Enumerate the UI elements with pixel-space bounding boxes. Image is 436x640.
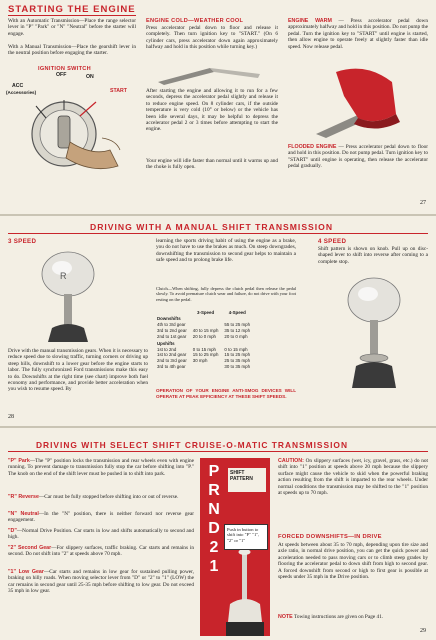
- flooded-engine-title: FLOODED ENGINE: [288, 144, 337, 150]
- table-row: [154, 346, 253, 352]
- table-cell: 15 to 25 mph: [192, 352, 219, 358]
- engine-warm-text: — Press accelerator pedal down approximately halfway and hold in this position. Do not pump the pedal. Turn the ignition key to "START" until engine is started, then allow engine to operate freely at slightly faster than idle speed. Now release pedal.: [288, 18, 428, 50]
- page-28: [0, 216, 436, 426]
- table-cell: 40 to 15 mph: [192, 327, 219, 333]
- shift-letter-d: D: [208, 520, 220, 537]
- forced-downshifts-title: FORCED DOWNSHIFTS—IN DRIVE: [278, 534, 382, 540]
- operation-note: OPERATION OF YOUR ENGINE ANTI-SMOG DEVICES WILL OPERATE AT PEAK EFFICIENCY AT THESE SHIFT SPEEDS.: [156, 388, 296, 399]
- reverse-text: —Car must be fully stopped before shifting into or out of reverse.: [38, 494, 179, 500]
- three-speed-title: 3 SPEED: [8, 238, 37, 245]
- shift-letter-p: P: [208, 463, 220, 480]
- upshifts-label: Upshifts: [157, 340, 175, 346]
- table-cell: 0 to 15 mph: [192, 346, 216, 352]
- table-cell: 0 to 15 mph: [224, 346, 248, 352]
- park-paragraph: [8, 458, 194, 477]
- page-number: 27: [420, 200, 426, 206]
- heading-rule: [8, 15, 136, 16]
- table-cell: 2nd to 3rd gear: [157, 358, 187, 364]
- neutral-paragraph: [8, 511, 194, 524]
- table-row: [154, 358, 253, 364]
- table-cell: 2nd to 1st gear: [157, 333, 187, 339]
- ignition-switch-title: IGNITION SWITCH: [38, 66, 91, 72]
- neutral-key: "N" Neutral: [8, 511, 39, 517]
- pedal-icon: [150, 64, 272, 86]
- three-speed-shifter-illustration: [22, 246, 120, 346]
- note-key: NOTE: [278, 614, 293, 620]
- selector-lever-icon: [220, 550, 270, 636]
- shift-pattern-label: SHIFT PATTERN: [228, 468, 266, 492]
- table-cell: 4th to 3rd gear: [157, 321, 186, 327]
- second-gear-key: "2" Second Gear: [8, 545, 52, 551]
- shift-letter-r: R: [208, 482, 220, 499]
- acc-label: ACC: [12, 83, 24, 89]
- reverse-key: "R" Reverse: [8, 494, 39, 500]
- table-cell: 1st to 2nd gear: [157, 352, 187, 358]
- table-cell: [190, 364, 222, 370]
- caution-title: CAUTION:: [278, 458, 304, 464]
- towing-note: [278, 614, 428, 620]
- start-label: START: [110, 88, 127, 94]
- four-speed-shifter-illustration: [322, 270, 422, 392]
- page-number: 28: [8, 414, 14, 420]
- table-row: [154, 327, 253, 333]
- table-cell: 3rd to 4th gear: [157, 364, 186, 370]
- second-gear-paragraph: [8, 545, 194, 558]
- drive-paragraph: [8, 528, 194, 541]
- caution-text: On slippery surfaces (wet, icy, gravel, grass, etc.) do not shift into "1" position at speeds above 20 mph because the slippery surface might cause the vehicle to skid when the powerful braking action resulting from the shift is imparted to the rear wheels. Under normal conditions the transmission may be shifted to the "1" position at speeds up to 70 mph.: [278, 458, 429, 497]
- svg-text:R: R: [60, 271, 67, 281]
- table-cell: 3rd to 2nd gear: [157, 327, 187, 333]
- engine-cold-text: Press accelerator pedal down to floor and release it completely. Then turn ignition key to "START." (On 6 cylinder cars, press accelerator down again approximately halfway and hold in this position while turning key.): [146, 25, 278, 51]
- table-row: [154, 364, 253, 370]
- flooded-engine-illustration: [296, 62, 420, 140]
- gear-shift-knob-icon: [322, 270, 422, 392]
- flooded-engine-text: — Press accelerator pedal down to floor and hold in this position. Do not pump pedal. Turn ignition key to "START" until engine is operating, then release the accelerator pedal gradually.: [288, 144, 429, 170]
- table-cell: 20 to 0 mph: [224, 333, 248, 339]
- neutral-text: —In the "N" position, there is neither forward nor reverse gear engagement.: [8, 511, 194, 524]
- engine-warm-block: [288, 18, 428, 50]
- park-key: "P" Park: [8, 458, 30, 464]
- on-label: ON: [86, 74, 94, 80]
- low-gear-text: —Car starts and remains in low gear for sustained pulling power, braking on hilly roads. When moving selector lever from "D" or "2" to "1" (LOW) the car remains in second gear until 25-35 mph before shifting to low gear. Do not exceed 35 mph in low gear.: [8, 569, 194, 595]
- after-starting-text: After starting the engine and allowing it to run for a few seconds, depress the accelerator pedal slightly and release it to reduce engine speed. On 8 cylinder cars, if the outside temperature is very cold (10° or below) or the vehicle has been idle several days, it may be helpful to depress the accelerator pedal 2 or 3 times before attempting to start the engine.: [146, 88, 278, 133]
- page-number: 29: [420, 628, 426, 634]
- table-cell: 30 to 35 mph: [224, 364, 251, 370]
- starting-engine-heading: STARTING THE ENGINE: [8, 4, 136, 15]
- gear-shift-knob-icon: [22, 246, 120, 346]
- push-button-caption: Push in button to shift into "P" "1", "2" or "1": [224, 524, 268, 550]
- low-gear-paragraph: [8, 569, 194, 595]
- low-gear-key: "1" Low Gear: [8, 569, 44, 575]
- accessories-label: (Accessories): [6, 90, 37, 95]
- drive-key: "D": [8, 528, 17, 534]
- idle-text: Your engine will idle faster than normal until it warms up and the choke is fully open.: [146, 158, 278, 171]
- four-speed-title: 4 SPEED: [318, 238, 347, 245]
- forced-downshifts-text: At speeds between about 35 to 70 mph, depending upon tire size and axle ratio, in normal drive position, you can get the quick power and acceleration needed to pass moving cars or to climb steep grades by flooring the accelerator pedal to down shift from high to second gear. A forced downshift from second or high to first gear is possible at speeds under 35 mph in the Drive position.: [278, 542, 428, 581]
- caution-paragraph: [278, 458, 428, 496]
- table-cell: 35 to 12 mph: [224, 327, 251, 333]
- heading-rule: [8, 451, 428, 452]
- heading-rule: [8, 233, 428, 234]
- shift-speed-table: [154, 310, 253, 369]
- note-text: Towing instructions are given on Page 41.: [293, 614, 384, 620]
- foot-pedal-icon: [296, 62, 420, 140]
- table-cell: 55 to 25 mph: [224, 321, 251, 327]
- shift-pattern-panel: [200, 458, 270, 636]
- page-27: [0, 0, 436, 214]
- col-three-speed: 3-Speed: [197, 310, 215, 316]
- page-29: [0, 428, 436, 640]
- off-label: OFF: [56, 72, 67, 78]
- second-gear-text: —For slippery surfaces, traffic braking. Car starts and remains in second. Do not shift into "2" at speeds above 70 mph.: [8, 545, 194, 558]
- learning-text: learning the sports driving habit of using the engine as a brake, you do not have to use the brakes as much. On steep downgrades, downshifting the transmission to second gear helps to maintain a safe speed and to prolong brake life.: [156, 238, 296, 264]
- manual-transmission-text: With a Manual Transmission—Place the gearshift lever in the neutral position before engaging the starter.: [8, 44, 136, 57]
- flooded-engine-block: [288, 144, 428, 170]
- table-cell: 25 to 35 mph: [224, 358, 251, 364]
- drive-text: —Normal Drive Position. Car starts in low and shifts automatically to second and high.: [8, 528, 194, 541]
- reverse-paragraph: [8, 494, 194, 500]
- manual-shift-heading: DRIVING WITH A MANUAL SHIFT TRANSMISSION: [90, 222, 334, 232]
- engine-cold-title: ENGINE COLD—WEATHER COOL: [146, 18, 244, 24]
- table-row: [154, 352, 253, 358]
- shift-letter-1: 1: [209, 558, 219, 575]
- table-cell: 30 mph: [192, 358, 208, 364]
- downshifts-label: Downshifts: [157, 316, 181, 322]
- shift-letter-2: 2: [209, 539, 219, 556]
- park-text: —The "P" position locks the transmission and rear wheels even with engine running. To prevent damage to transmission fully stop the car before shifting into "P." The knob on the end of the shift lever must be pushed in to shift into park.: [8, 458, 194, 477]
- table-row: [154, 333, 253, 339]
- accelerator-pedal-illustration: [150, 64, 272, 86]
- automatic-transmission-text: With an Automatic Transmission—Place the range selector lever in "P" "Park" or "N" "Neutral" before the starter will engage.: [8, 18, 136, 37]
- shift-pattern-text: Shift pattern is shown on knob. Pull up on disc-shaped lever to shift into reverse after coming to a complete stop.: [318, 246, 428, 265]
- col-four-speed: 4-Speed: [228, 310, 246, 316]
- table-cell: 1st to 2nd: [157, 346, 177, 352]
- table-cell: 20 to 0 mph: [192, 333, 216, 339]
- clutch-note: Clutch—When shifting, fully depress the clutch pedal then release the pedal slowly. To avoid premature clutch wear and failure, do not drive with your foot resting on the pedal.: [156, 286, 296, 302]
- drive-manual-text: Drive with the manual transmission gears. When it is necessary to reduce speed due to slowing traffic, turning corners or driving up steep hills, downshift to a lower gear before the engine starts to labor. The fully synchronized Ford transmissions make this easy to do. Downshifts at the right time (see chart) improve both fuel economy and performance, and provide better acceleration when you wish to resume speed. By: [8, 348, 148, 393]
- cruise-o-matic-heading: DRIVING WITH SELECT SHIFT CRUISE-O-MATIC TRANSMISSION: [36, 440, 348, 450]
- engine-warm-title: ENGINE WARM: [288, 18, 332, 24]
- shift-letter-n: N: [208, 501, 220, 518]
- table-cell: 15 to 25 mph: [224, 352, 251, 358]
